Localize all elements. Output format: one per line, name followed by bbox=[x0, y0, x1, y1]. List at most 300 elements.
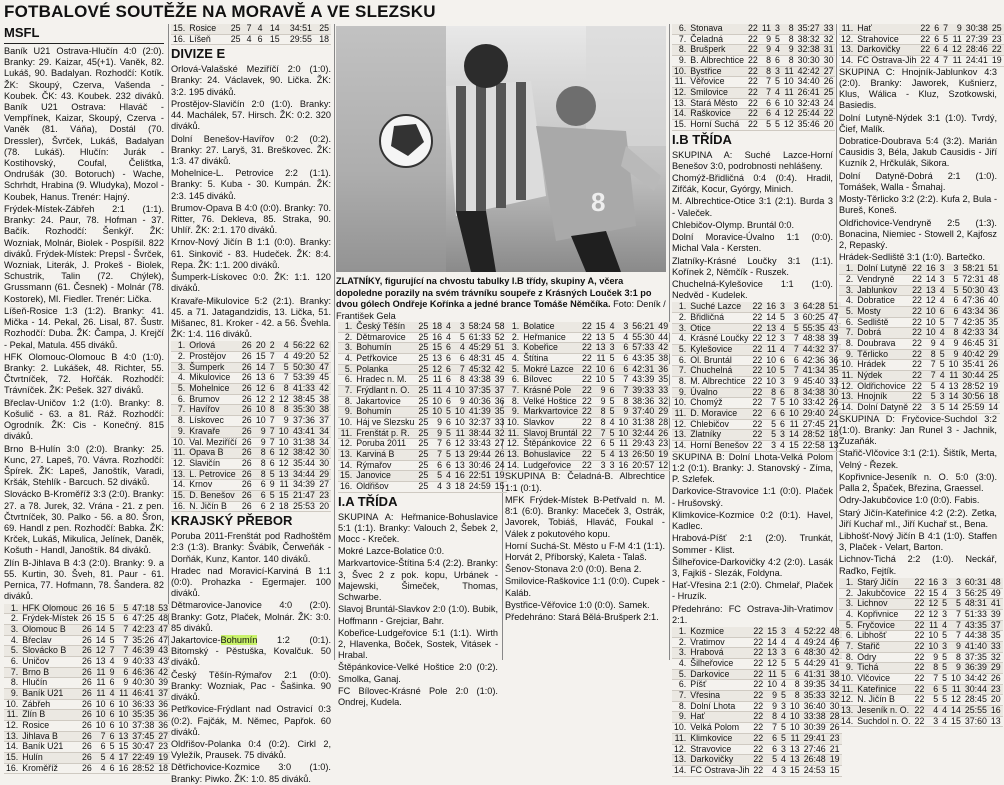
table-row bbox=[4, 731, 170, 742]
rank-cell: 2. bbox=[338, 332, 354, 343]
rank-cell: 7. bbox=[505, 386, 521, 397]
stat-cell: 22 bbox=[753, 668, 764, 679]
team-cell: M. Albrechtice bbox=[688, 377, 750, 388]
team-cell: Val. Meziříčí bbox=[187, 437, 239, 448]
stat-cell: 51 bbox=[494, 342, 505, 353]
stat-cell: 6 bbox=[780, 408, 785, 419]
rank-cell: 5. bbox=[505, 364, 521, 375]
stat-cell: 22 bbox=[753, 636, 764, 647]
table-row bbox=[672, 744, 842, 755]
table-row bbox=[672, 733, 842, 744]
stat-cell: 22 bbox=[914, 630, 925, 641]
stat-cell: 7 bbox=[594, 428, 608, 439]
table-row bbox=[4, 646, 170, 657]
match-report: Hradec nad Moravicí-Karviná B 1:1 (0:0). Prohazka - Egermajer. 100 diváků. bbox=[171, 565, 331, 599]
stat-cell: 55:35 bbox=[802, 322, 825, 333]
stat-cell: 14 bbox=[788, 429, 799, 440]
stat-cell: 7 bbox=[109, 645, 115, 656]
stat-cell: 22 bbox=[914, 683, 925, 694]
stat-cell: 4 bbox=[446, 385, 451, 396]
team-cell: Háj ve Slezsku bbox=[356, 417, 415, 428]
stat-cell: 27:39 bbox=[965, 33, 988, 44]
stat-cell: 72:31 bbox=[962, 274, 985, 285]
stat-cell: 24:41 bbox=[965, 55, 988, 66]
stat-cell: 22 bbox=[748, 119, 758, 130]
stat-cell: 6 bbox=[934, 33, 940, 44]
stat-cell: 12 bbox=[254, 394, 268, 405]
rank-cell: 12. bbox=[340, 438, 353, 449]
stat-cell: 11 bbox=[947, 371, 961, 382]
match-report: Starý Jičín-Kateřinice 4:2 (2:2). Zetka, Jiří Kuchař ml., Jiří Kuchař st., Bena. bbox=[839, 507, 997, 529]
match-report: Oldřichovice-Vendryně 2:5 (1:3). Bonacina, Niemiec - Stowell 2, Kajfosz 2, Repaský. bbox=[839, 217, 997, 250]
stat-cell: 30 bbox=[823, 55, 834, 66]
stat-cell: 10 bbox=[788, 408, 799, 419]
rank-cell: 12. bbox=[173, 457, 186, 468]
stat-cell: 6 bbox=[760, 109, 773, 120]
column-divider bbox=[168, 24, 169, 660]
rank-cell: 14. bbox=[841, 402, 854, 413]
table-row bbox=[672, 98, 835, 109]
rank-cell: 12. bbox=[674, 418, 687, 429]
stat-cell: 49 bbox=[990, 587, 1001, 598]
stat-cell: 64:28 bbox=[802, 301, 825, 312]
divize-column bbox=[171, 23, 331, 784]
stat-cell: 5 bbox=[609, 353, 615, 364]
stat-cell: 12 bbox=[95, 645, 106, 656]
stat-cell: 26 bbox=[823, 76, 834, 87]
stat-cell: 45:40 bbox=[802, 376, 825, 387]
stat-cell: 43 bbox=[158, 655, 169, 666]
stat-cell: 9 bbox=[924, 339, 938, 350]
stat-cell: 27:45 bbox=[802, 418, 825, 429]
table-row bbox=[171, 405, 331, 416]
table-row bbox=[505, 354, 670, 365]
stat-cell: 10 bbox=[118, 709, 129, 720]
stat-cell: 10 bbox=[925, 316, 936, 327]
stat-cell: 36:40 bbox=[803, 700, 826, 711]
stat-cell: 3 bbox=[774, 23, 780, 33]
stat-cell: 10 bbox=[928, 640, 939, 651]
team-cell: Čeladná bbox=[688, 34, 746, 45]
stat-cell: 26 bbox=[240, 501, 254, 512]
stat-cell: 10 bbox=[595, 363, 606, 374]
stat-cell: 60:25 bbox=[802, 312, 825, 323]
stat-cell: 5 bbox=[109, 634, 115, 645]
stat-cell: 4 bbox=[453, 343, 467, 354]
stat-cell: 8 bbox=[788, 691, 802, 702]
team-cell: Vratimov bbox=[688, 637, 751, 648]
stat-cell: 26 bbox=[81, 613, 92, 624]
stat-cell: 18 bbox=[158, 762, 169, 773]
team-cell: Bystřice bbox=[688, 66, 746, 77]
stat-cell: 37:45 bbox=[132, 730, 155, 741]
rank-cell: 10. bbox=[173, 436, 186, 447]
ib-table-b-continued bbox=[839, 24, 1004, 67]
stat-cell: 22 bbox=[753, 700, 764, 711]
team-cell: Uničov bbox=[20, 656, 80, 667]
rank-cell: 6. bbox=[171, 394, 187, 405]
stat-cell: 6 bbox=[765, 733, 779, 744]
table-row bbox=[672, 355, 841, 366]
stat-cell: 48:30 bbox=[803, 647, 826, 658]
table-row bbox=[839, 609, 1003, 620]
stat-cell: 5 bbox=[609, 331, 615, 342]
stat-cell: 5 bbox=[764, 419, 778, 430]
table-row bbox=[171, 437, 331, 448]
stat-cell: 58 bbox=[494, 321, 505, 331]
stat-cell: 22 bbox=[920, 55, 931, 66]
table-row bbox=[338, 343, 507, 354]
stat-cell: 3 bbox=[939, 274, 945, 285]
team-cell: Fryčovice bbox=[855, 620, 912, 631]
table-row bbox=[839, 285, 1000, 296]
rank-cell: 1. bbox=[505, 322, 521, 332]
stat-cell: 19 bbox=[991, 55, 1002, 66]
stat-cell: 22 bbox=[752, 386, 763, 397]
stat-cell: 4 bbox=[780, 440, 785, 451]
stat-cell: 49 bbox=[658, 321, 669, 331]
stat-cell: 5 bbox=[939, 402, 945, 413]
team-cell: Frýdlant n. O. bbox=[354, 386, 416, 397]
stat-cell: 3 bbox=[942, 576, 948, 587]
table-row bbox=[171, 384, 331, 395]
team-cell: Suché Lazce bbox=[688, 302, 750, 312]
rank-cell: 13. bbox=[507, 449, 520, 460]
stat-cell: 51 bbox=[988, 263, 999, 274]
rank-cell: 6. bbox=[672, 680, 688, 691]
stat-cell: 6 bbox=[268, 373, 277, 384]
stat-cell: 3 bbox=[942, 608, 948, 619]
team-cell: Kylešovice bbox=[688, 345, 750, 356]
stat-cell: 58:21 bbox=[962, 263, 985, 274]
stat-cell: 23 bbox=[158, 741, 169, 752]
table-row bbox=[171, 416, 331, 427]
stat-cell: 4 bbox=[942, 619, 948, 630]
stat-cell: 13 bbox=[618, 449, 629, 460]
stat-cell: 22 bbox=[914, 694, 925, 705]
stat-cell: 11 bbox=[277, 480, 291, 491]
rank-cell: 13. bbox=[6, 730, 19, 741]
rank-cell: 10. bbox=[6, 698, 19, 709]
stat-cell: 12 bbox=[277, 448, 291, 459]
team-cell: Štěpánkovice bbox=[521, 439, 580, 450]
stat-cell: 32:44 bbox=[632, 427, 655, 438]
stat-cell: 20 bbox=[254, 341, 268, 351]
stat-cell: 3 bbox=[594, 460, 608, 471]
stat-cell: 5 bbox=[924, 381, 938, 392]
match-report: Dětmarovice-Janovice 4:0 (2:0). Branky: Gotz, Plaček, Molnár. ŽK: 3:0. 85 diváků. bbox=[171, 600, 331, 633]
stat-cell: 25 bbox=[418, 363, 429, 374]
stat-cell: 46:45 bbox=[962, 338, 985, 349]
stat-cell: 13 bbox=[789, 754, 800, 765]
stat-cell: 42 bbox=[494, 363, 505, 374]
stat-cell: 9 bbox=[268, 480, 277, 491]
stat-cell: 32 bbox=[823, 33, 834, 44]
stat-cell: 3 bbox=[947, 264, 961, 274]
table-row bbox=[171, 501, 331, 512]
stat-cell: 31 bbox=[988, 338, 999, 349]
stat-cell: 6 bbox=[446, 374, 451, 385]
stat-cell: 10 bbox=[789, 700, 800, 711]
stat-cell: 22 bbox=[581, 331, 592, 342]
stat-cell: 11 bbox=[765, 669, 779, 680]
team-cell: Bílovec bbox=[521, 375, 580, 386]
rank-cell: 2. bbox=[505, 332, 521, 343]
team-cell: Olomouc B bbox=[20, 624, 80, 635]
stat-cell: 26 bbox=[81, 623, 92, 634]
rank-cell: 5. bbox=[672, 345, 688, 356]
stat-cell: 7 bbox=[268, 426, 277, 437]
stat-cell: 26 bbox=[240, 352, 254, 363]
stat-cell: 5 bbox=[609, 374, 615, 385]
stat-cell: 22 bbox=[912, 263, 922, 274]
team-cell: Prostějov bbox=[187, 352, 239, 363]
msfl-reports bbox=[4, 46, 164, 603]
team-cell: Kozmice bbox=[688, 627, 751, 637]
rank-cell: 14. bbox=[507, 459, 520, 470]
stat-cell: 22:49 bbox=[132, 751, 155, 762]
team-cell: Líšeň bbox=[187, 34, 225, 45]
team-cell: Chlebičov bbox=[688, 419, 750, 430]
stat-cell: 8 bbox=[277, 405, 291, 416]
stat-cell: 26 bbox=[81, 698, 92, 709]
match-report: Hrabová-Píšť 2:1 (2:0). Trunkát, Sommer - Klist. bbox=[672, 533, 833, 555]
match-report: Dobratice-Doubrava 5:4 (3:2). Marián Causidis 3, Béla, Jakub Causidis - Jiří Kuzník 2, Hrčkulák, Sikora. bbox=[839, 136, 997, 169]
rank-cell: 11. bbox=[839, 684, 855, 695]
match-report: SKUPINA A: Suché Lazce-Horní Benešov 3:0, podrobnosti nehlášeny. bbox=[672, 149, 833, 171]
stat-cell: 14 bbox=[265, 24, 282, 34]
stat-cell: 37 bbox=[828, 344, 839, 355]
stat-cell: 26 bbox=[658, 427, 669, 438]
stat-cell: 22 bbox=[752, 333, 763, 344]
stat-cell: 5 bbox=[942, 672, 948, 683]
team-cell: Klimkovice bbox=[688, 733, 751, 744]
match-report: Kopřivnice-Jeseník n. O. 5:0 (3:0). Palla 2, Špaček, Březina, Graessel. bbox=[839, 471, 997, 494]
match-report: Štěpánkovice-Velké Hoštice 2:0 (0:2). Smolka, Ganaj. bbox=[338, 662, 498, 684]
stat-cell: 9 bbox=[949, 663, 963, 674]
stat-cell: 17 bbox=[118, 751, 129, 762]
stat-cell: 22 bbox=[581, 342, 592, 353]
stat-cell: 51 bbox=[828, 301, 839, 312]
match-report: Dolní Lutyně-Nýdek 3:1 (1:0). Tvrdý, Čief, Malík. bbox=[839, 112, 997, 134]
rank-cell: 14. bbox=[6, 741, 19, 752]
stat-cell: 13 bbox=[789, 743, 800, 754]
stat-cell: 15 bbox=[277, 490, 291, 501]
stat-cell: 26 bbox=[81, 634, 92, 645]
stat-cell: 18 bbox=[988, 391, 999, 402]
stat-cell: 6 bbox=[609, 385, 615, 396]
stat-cell: 10 bbox=[432, 395, 443, 406]
stat-cell: 11 bbox=[94, 678, 108, 689]
stat-cell: 22 bbox=[753, 647, 764, 658]
stat-cell: 3 bbox=[949, 588, 963, 599]
team-cell: Hať bbox=[855, 24, 918, 34]
stat-cell: 22 bbox=[752, 344, 763, 355]
table-row bbox=[505, 375, 670, 386]
stat-cell: 3 bbox=[453, 322, 467, 332]
stat-cell: 32 bbox=[829, 690, 840, 701]
stat-cell: 3 bbox=[616, 322, 630, 332]
table-row bbox=[672, 430, 841, 441]
match-report: Klimkovice-Kozmice 0:2 (0:1). Havel, Kadlec. bbox=[672, 509, 833, 532]
stat-cell: 53:39 bbox=[291, 373, 317, 384]
stat-cell: 41 bbox=[990, 598, 1001, 609]
stat-cell: 13 bbox=[767, 647, 777, 658]
stat-cell: 12 bbox=[928, 608, 939, 619]
table-row bbox=[672, 627, 842, 637]
stat-cell: 6 bbox=[616, 354, 630, 365]
rank-cell: 14. bbox=[841, 715, 854, 726]
rank-cell: 3. bbox=[171, 362, 187, 373]
stat-cell: 5 bbox=[109, 613, 115, 624]
match-report: Odry-Jakubčovice 1:0 (0:0). Fabis. bbox=[839, 495, 980, 506]
stat-cell: 9 bbox=[430, 428, 444, 439]
ia-reports-b bbox=[505, 471, 665, 623]
rank-cell: 9. bbox=[672, 712, 688, 723]
team-cell: Břeclav bbox=[20, 635, 80, 646]
table-row bbox=[171, 373, 331, 384]
rank-cell: 12. bbox=[6, 719, 19, 730]
stat-cell: 27 bbox=[494, 438, 505, 449]
stat-cell: 37 bbox=[494, 385, 505, 396]
team-cell: Doubrava bbox=[855, 339, 910, 350]
team-cell: Dětmarovice bbox=[354, 332, 416, 343]
match-report: Český Těšín-Rýmařov 2:1 (0:0). Branky: Wozniak, Pac - Šašinka. 90 diváků. bbox=[171, 669, 331, 703]
stat-cell: 5 bbox=[774, 33, 780, 44]
stat-cell: 47 bbox=[158, 623, 169, 634]
stat-cell: 7 bbox=[430, 439, 444, 450]
stat-cell: 7 bbox=[787, 345, 801, 356]
stat-cell: 4 bbox=[94, 763, 108, 774]
stat-cell: 9 bbox=[277, 416, 291, 427]
stat-cell: 4 bbox=[780, 711, 786, 722]
stat-cell: 12 bbox=[432, 363, 443, 374]
stat-cell: 34:42 bbox=[964, 672, 987, 683]
stat-cell: 5 bbox=[609, 438, 615, 449]
stat-cell: 25 bbox=[225, 34, 242, 45]
stat-cell: 43:35 bbox=[964, 619, 987, 630]
stat-cell: 6 bbox=[787, 355, 801, 366]
stat-cell: 48:38 bbox=[802, 333, 825, 344]
stat-cell: 5 bbox=[787, 323, 801, 334]
stat-cell: 6 bbox=[780, 354, 785, 365]
stat-cell: 22 bbox=[581, 374, 592, 385]
stat-cell: 35:26 bbox=[132, 634, 155, 645]
stat-cell: 36 bbox=[988, 306, 999, 317]
rank-cell: 8. bbox=[4, 678, 20, 689]
stat-cell: 7 bbox=[116, 635, 130, 646]
stat-cell: 14 bbox=[988, 402, 999, 413]
stat-cell: 26 bbox=[81, 666, 92, 677]
stat-cell: 6 bbox=[254, 501, 268, 512]
stat-cell: 22 bbox=[581, 449, 592, 460]
stat-cell: 39:35 bbox=[803, 679, 826, 690]
stat-cell: 18 bbox=[277, 501, 291, 512]
stat-cell: 5 bbox=[116, 604, 130, 614]
stat-cell: 15 bbox=[432, 342, 443, 353]
table-row bbox=[672, 765, 842, 776]
divize-reports bbox=[171, 64, 331, 340]
rank-cell: 12. bbox=[841, 33, 854, 44]
match-report: Šumperk-Lískovec 0:0. ŽK: 1:1. 120 diváků. bbox=[171, 272, 331, 294]
stat-cell: 22 bbox=[920, 33, 931, 44]
stat-cell: 15 bbox=[788, 440, 799, 451]
rank-cell: 11. bbox=[338, 428, 354, 439]
stat-cell: 27:46 bbox=[803, 743, 826, 754]
rank-cell: 13. bbox=[841, 44, 854, 55]
team-cell: Baník U21 bbox=[20, 742, 80, 753]
stat-cell: 12 bbox=[277, 394, 291, 405]
rank-cell: 4. bbox=[338, 354, 354, 365]
photo-caption bbox=[336, 276, 666, 322]
table-row bbox=[839, 349, 1000, 360]
table-row bbox=[338, 471, 507, 482]
rank-cell: 8. bbox=[505, 396, 521, 407]
stat-cell: 37:35 bbox=[964, 651, 987, 662]
stat-cell: 37 bbox=[990, 619, 1001, 630]
team-cell: Hulín bbox=[20, 752, 80, 763]
stat-cell: 11 bbox=[594, 354, 608, 365]
team-cell: Jeseník n. O. bbox=[855, 705, 912, 716]
rank-cell: 3. bbox=[839, 285, 855, 296]
rank-cell: 2. bbox=[672, 637, 688, 648]
stat-cell: 9 bbox=[453, 396, 467, 407]
stat-cell: 10 bbox=[454, 417, 465, 428]
table-row bbox=[672, 441, 841, 452]
team-cell: N. Jičín B bbox=[187, 501, 239, 512]
match-report: Brno B-Hulín 3:0 (2:0). Branky: 25. Kunc, 27. Lapeš, 70. Vávra. Rozhodčí: Špírek. ŽK: Lapeš, Janoštík, Varadi, Kršák, Stehlík - Barcuch. 52 diváků. bbox=[4, 443, 164, 488]
stat-cell: 9 bbox=[594, 386, 608, 397]
table-row bbox=[505, 407, 670, 418]
stat-cell: 11 bbox=[453, 428, 467, 439]
team-cell: Jihlava B bbox=[20, 731, 80, 742]
stat-cell: 11 bbox=[764, 345, 778, 356]
stat-cell: 19 bbox=[494, 470, 505, 481]
table-row bbox=[672, 109, 835, 120]
match-report: FC Bílovec-Krásné Pole 2:0 (1:0). Ondrej, Kudela. bbox=[338, 685, 498, 708]
team-cell: Krásné Loučky bbox=[690, 333, 749, 344]
stat-cell: 8 bbox=[765, 712, 779, 723]
stat-cell: 14 bbox=[951, 704, 961, 715]
stat-cell: 25:44 bbox=[797, 108, 820, 119]
table-row bbox=[338, 450, 507, 461]
stat-cell: 9 bbox=[947, 339, 961, 350]
table-row bbox=[4, 635, 170, 646]
rank-cell: 16. bbox=[173, 33, 186, 44]
stat-cell: 5 bbox=[942, 598, 948, 609]
rank-cell: 11. bbox=[505, 428, 521, 439]
stat-cell: 10 bbox=[766, 365, 777, 376]
stat-cell: 44:29 bbox=[803, 658, 826, 669]
stat-cell: 3 bbox=[774, 65, 780, 76]
stat-cell: 62 bbox=[317, 341, 331, 351]
stat-cell: 22 bbox=[752, 440, 763, 451]
rank-cell: 16. bbox=[340, 481, 353, 492]
stat-cell: 26:41 bbox=[797, 87, 820, 98]
stat-cell: 8 bbox=[764, 387, 778, 398]
stat-cell: 2 bbox=[268, 501, 277, 512]
stat-cell: 22 bbox=[752, 322, 763, 333]
stat-cell: 5 bbox=[453, 332, 467, 343]
rank-cell: 9. bbox=[672, 56, 688, 67]
stat-cell: 6 bbox=[947, 296, 961, 307]
stat-cell: 5 bbox=[609, 406, 615, 417]
stat-cell: 22 bbox=[748, 33, 758, 44]
table-row bbox=[171, 341, 331, 351]
stat-cell: 41:40 bbox=[964, 640, 987, 651]
team-cell: Hať bbox=[688, 712, 751, 723]
team-cell: N. Jičín B bbox=[855, 695, 912, 706]
